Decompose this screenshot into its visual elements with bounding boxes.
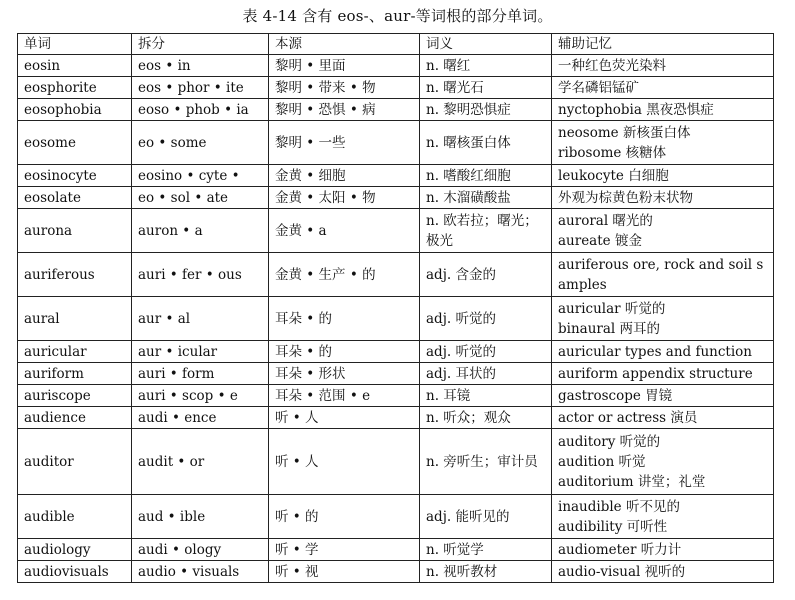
cell-origin: 金黄 • a xyxy=(269,209,420,253)
cell-origin: 黎明 • 恐惧 • 病 xyxy=(269,99,420,121)
cell-mnemonic xyxy=(552,297,774,341)
cell-mnemonic xyxy=(552,99,774,121)
cell-split: auri • fer • ous xyxy=(132,253,269,297)
header-split: 拆分 xyxy=(132,34,269,55)
cell-split: aur • icular xyxy=(132,341,269,363)
table-row xyxy=(18,561,774,583)
cell-mnemonic xyxy=(552,209,774,253)
cell-word: eosinocyte xyxy=(18,165,132,187)
cell-word: eosophobia xyxy=(18,99,132,121)
cell-word: audiology xyxy=(18,539,132,561)
cell-split: eo • sol • ate xyxy=(132,187,269,209)
mnemonic-line: auriferous ore, rock and soil samples xyxy=(558,256,764,293)
cell-word: audible xyxy=(18,495,132,539)
mnemonic-line: 学名磷铝锰矿 xyxy=(558,79,639,96)
table-row xyxy=(18,253,774,297)
cell-origin: 耳朵 • 形状 xyxy=(269,363,420,385)
table-row xyxy=(18,539,774,561)
cell-split: eos • phor • ite xyxy=(132,77,269,99)
cell-origin: 金黄 • 细胞 xyxy=(269,165,420,187)
mnemonic-line: binaural 两耳的 xyxy=(558,320,661,337)
cell-split: aur • al xyxy=(132,297,269,341)
mnemonic-line: auditory 听觉的 xyxy=(558,433,661,450)
header-mnemonic: 辅助记忆 xyxy=(552,34,774,55)
mnemonic-line: audio-visual 视听的 xyxy=(558,563,686,580)
cell-split: eosino • cyte • xyxy=(132,165,269,187)
table-row xyxy=(18,121,774,165)
cell-split: audi • ence xyxy=(132,407,269,429)
cell-mnemonic xyxy=(552,407,774,429)
cell-word: auditor xyxy=(18,429,132,495)
table-row xyxy=(18,407,774,429)
table-row xyxy=(18,363,774,385)
cell-meaning: n. 耳镜 xyxy=(420,385,552,407)
table-row xyxy=(18,385,774,407)
cell-meaning: n. 黎明恐惧症 xyxy=(420,99,552,121)
cell-word: auricular xyxy=(18,341,132,363)
cell-mnemonic xyxy=(552,187,774,209)
table-row xyxy=(18,209,774,253)
table-row xyxy=(18,429,774,495)
cell-meaning: n. 欧若拉；曙光；极光 xyxy=(420,209,552,253)
cell-word: eosome xyxy=(18,121,132,165)
mnemonic-line: neosome 新核蛋白体 xyxy=(558,124,691,141)
cell-split: aud • ible xyxy=(132,495,269,539)
cell-meaning: n. 曙光石 xyxy=(420,77,552,99)
cell-mnemonic xyxy=(552,55,774,77)
table-row xyxy=(18,187,774,209)
cell-split: auron • a xyxy=(132,209,269,253)
table-caption: 表 4-14 含有 eos-、aur-等词根的部分单词。 xyxy=(242,7,553,25)
mnemonic-line: 一种红色荧光染料 xyxy=(558,57,666,74)
cell-split: eo • some xyxy=(132,121,269,165)
cell-split: eoso • phob • ia xyxy=(132,99,269,121)
cell-word: audience xyxy=(18,407,132,429)
header-word: 单词 xyxy=(18,34,132,55)
header-origin: 本源 xyxy=(269,34,420,55)
mnemonic-line: nyctophobia 黑夜恐惧症 xyxy=(558,101,714,118)
cell-origin: 听 • 的 xyxy=(269,495,420,539)
cell-word: audiovisuals xyxy=(18,561,132,583)
cell-origin: 金黄 • 生产 • 的 xyxy=(269,253,420,297)
cell-split: auri • form xyxy=(132,363,269,385)
mnemonic-line: auroral 曙光的 xyxy=(558,212,653,229)
cell-origin: 耳朵 • 的 xyxy=(269,297,420,341)
table-row xyxy=(18,297,774,341)
cell-mnemonic xyxy=(552,363,774,385)
table-row xyxy=(18,341,774,363)
cell-meaning: adj. 听觉的 xyxy=(420,341,552,363)
cell-origin: 听 • 学 xyxy=(269,539,420,561)
cell-mnemonic xyxy=(552,539,774,561)
cell-origin: 黎明 • 带来 • 物 xyxy=(269,77,420,99)
mnemonic-line: actor or actress 演员 xyxy=(558,409,698,426)
cell-word: auriscope xyxy=(18,385,132,407)
cell-word: aurona xyxy=(18,209,132,253)
mnemonic-line: leukocyte 白细胞 xyxy=(558,167,669,184)
cell-mnemonic xyxy=(552,341,774,363)
cell-meaning: n. 视听教材 xyxy=(420,561,552,583)
cell-word: eosphorite xyxy=(18,77,132,99)
table-row xyxy=(18,495,774,539)
cell-meaning: adj. 听觉的 xyxy=(420,297,552,341)
mnemonic-line: audition 听觉 xyxy=(558,453,646,470)
cell-mnemonic xyxy=(552,77,774,99)
cell-meaning: n. 曙核蛋白体 xyxy=(420,121,552,165)
cell-meaning: n. 旁听生；审计员 xyxy=(420,429,552,495)
cell-mnemonic xyxy=(552,495,774,539)
mnemonic-line: audiometer 听力计 xyxy=(558,541,682,558)
mnemonic-line: aureate 镀金 xyxy=(558,232,642,249)
cell-mnemonic xyxy=(552,561,774,583)
cell-meaning: adj. 耳状的 xyxy=(420,363,552,385)
mnemonic-line: auricular 听觉的 xyxy=(558,300,666,317)
cell-split: eos • in xyxy=(132,55,269,77)
mnemonic-line: 外观为棕黄色粉末状物 xyxy=(558,189,693,206)
cell-origin: 听 • 人 xyxy=(269,429,420,495)
cell-split: audit • or xyxy=(132,429,269,495)
cell-origin: 听 • 视 xyxy=(269,561,420,583)
cell-meaning: adj. 能听见的 xyxy=(420,495,552,539)
cell-split: auri • scop • e xyxy=(132,385,269,407)
cell-origin: 金黄 • 太阳 • 物 xyxy=(269,187,420,209)
table-header-row xyxy=(18,34,774,55)
cell-word: eosin xyxy=(18,55,132,77)
cell-meaning: n. 听众；观众 xyxy=(420,407,552,429)
cell-meaning: n. 听觉学 xyxy=(420,539,552,561)
cell-meaning: n. 木溜磺酸盐 xyxy=(420,187,552,209)
cell-split: audi • ology xyxy=(132,539,269,561)
table-row xyxy=(18,99,774,121)
mnemonic-line: auricular types and function xyxy=(558,343,752,360)
mnemonic-line: auditorium 讲堂；礼堂 xyxy=(558,473,706,490)
table-row xyxy=(18,165,774,187)
cell-mnemonic xyxy=(552,429,774,495)
header-meaning: 词义 xyxy=(420,34,552,55)
cell-origin: 耳朵 • 的 xyxy=(269,341,420,363)
mnemonic-line: auriform appendix structure xyxy=(558,365,753,382)
cell-meaning: n. 曙红 xyxy=(420,55,552,77)
cell-origin: 耳朵 • 范围 • e xyxy=(269,385,420,407)
mnemonic-line: inaudible 听不见的 xyxy=(558,498,680,515)
cell-origin: 黎明 • 一些 xyxy=(269,121,420,165)
mnemonic-line: gastroscope 胃镜 xyxy=(558,387,673,404)
cell-word: auriferous xyxy=(18,253,132,297)
cell-mnemonic xyxy=(552,165,774,187)
cell-origin: 听 • 人 xyxy=(269,407,420,429)
cell-mnemonic xyxy=(552,253,774,297)
cell-origin: 黎明 • 里面 xyxy=(269,55,420,77)
cell-word: auriform xyxy=(18,363,132,385)
mnemonic-line: audibility 可听性 xyxy=(558,518,668,535)
cell-word: aural xyxy=(18,297,132,341)
table-row xyxy=(18,55,774,77)
cell-mnemonic xyxy=(552,385,774,407)
cell-split: audio • visuals xyxy=(132,561,269,583)
cell-meaning: adj. 含金的 xyxy=(420,253,552,297)
cell-mnemonic xyxy=(552,121,774,165)
vocabulary-table xyxy=(17,33,774,583)
mnemonic-line: ribosome 核糖体 xyxy=(558,144,667,161)
cell-meaning: n. 嗜酸红细胞 xyxy=(420,165,552,187)
cell-word: eosolate xyxy=(18,187,132,209)
table-row xyxy=(18,77,774,99)
table-body xyxy=(18,55,774,583)
